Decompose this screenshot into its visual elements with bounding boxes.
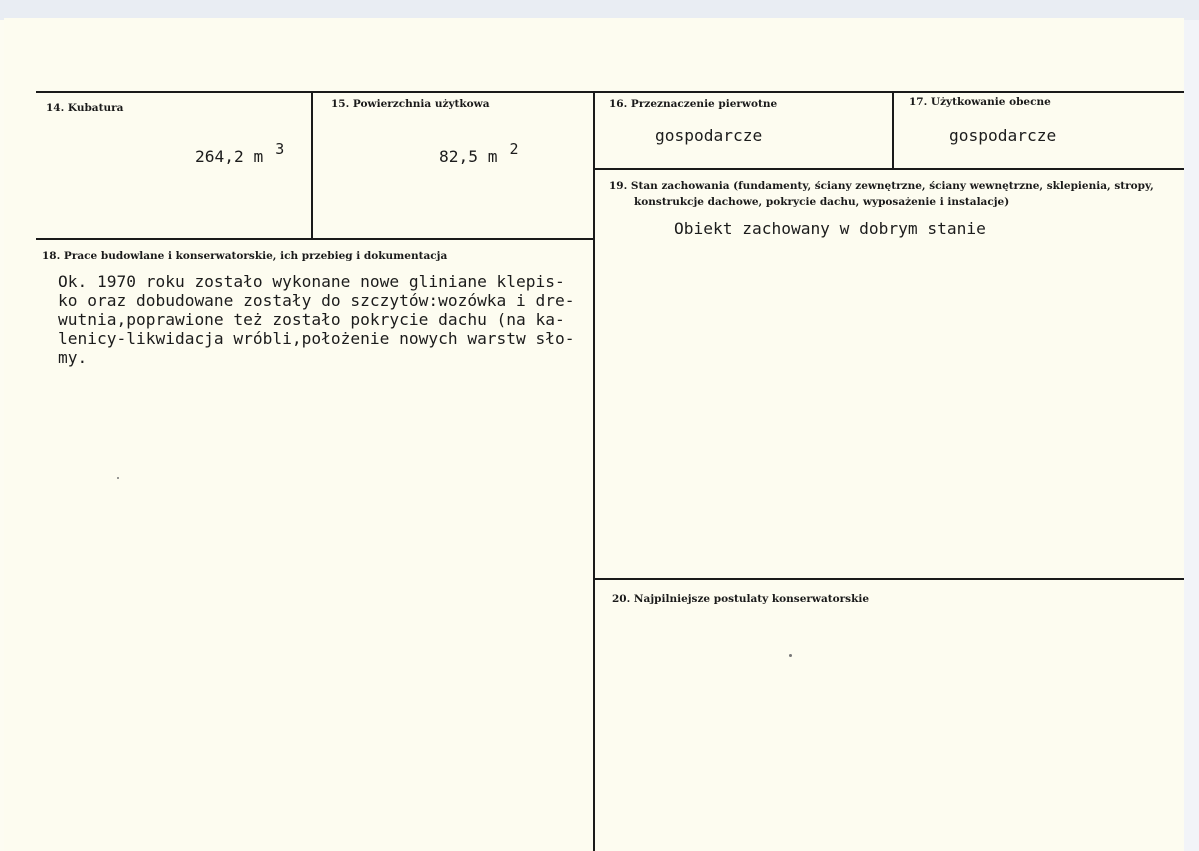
grid-line-col2: [593, 91, 595, 851]
prace-text: [58, 272, 575, 367]
kubatura-value: [156, 128, 284, 185]
scan-top-edge: [0, 0, 1199, 20]
uzytkowanie-value: gospodarcze: [949, 126, 1057, 145]
prace-line-2: ko oraz dobudowane zostały do szczytów:wozówka i dre-: [58, 291, 575, 310]
grid-line-left-row1: [36, 238, 594, 240]
stan-label-line1: 19. Stan zachowania (fundamenty, ściany zewnętrzne, ściany wewnętrzne, sklepienia, stropy,: [609, 180, 1154, 192]
grid-line-col1: [311, 91, 313, 239]
prace-line-4: lenicy-likwidacja wróbli,położenie nowych warstw sło-: [58, 329, 575, 348]
kubatura-exponent: 3: [275, 140, 285, 158]
stan-value: Obiekt zachowany w dobrym stanie: [674, 219, 986, 238]
przeznaczenie-label: 16. Przeznaczenie pierwotne: [609, 98, 778, 110]
uzytkowanie-label: 17. Użytkowanie obecne: [909, 96, 1051, 108]
stan-label-line2: konstrukcje dachowe, pokrycie dachu, wyposażenie i instalacje): [634, 196, 1010, 208]
grid-line-right-row2: [594, 578, 1184, 580]
grid-line-right-row1: [594, 168, 1184, 170]
prace-line-5: my.: [58, 348, 88, 367]
powierzchnia-exponent: 2: [509, 140, 519, 158]
kubatura-label: 14. Kubatura: [46, 102, 124, 114]
scan-speck: [789, 654, 792, 657]
grid-line-top: [36, 91, 1184, 93]
postulaty-label: 20. Najpilniejsze postulaty konserwatorskie: [612, 593, 870, 605]
record-card-sheet: [4, 18, 1184, 851]
przeznaczenie-value: gospodarcze: [655, 126, 763, 145]
kubatura-number: 264,2 m: [194, 147, 264, 166]
powierzchnia-number: 82,5 m: [438, 147, 498, 166]
powierzchnia-label: 15. Powierzchnia użytkowa: [331, 98, 490, 110]
grid-line-col3: [892, 91, 894, 169]
prace-line-1: Ok. 1970 roku zostało wykonane nowe gliniane klepis-: [58, 272, 565, 291]
powierzchnia-value: [400, 128, 519, 185]
scan-right-edge: [1183, 20, 1199, 851]
prace-line-3: wutnia,poprawione też zostało pokrycie dachu (na ka-: [58, 310, 565, 329]
prace-label: 18. Prace budowlane i konserwatorskie, ich przebieg i dokumentacja: [42, 250, 448, 262]
scan-speck: [117, 477, 119, 479]
